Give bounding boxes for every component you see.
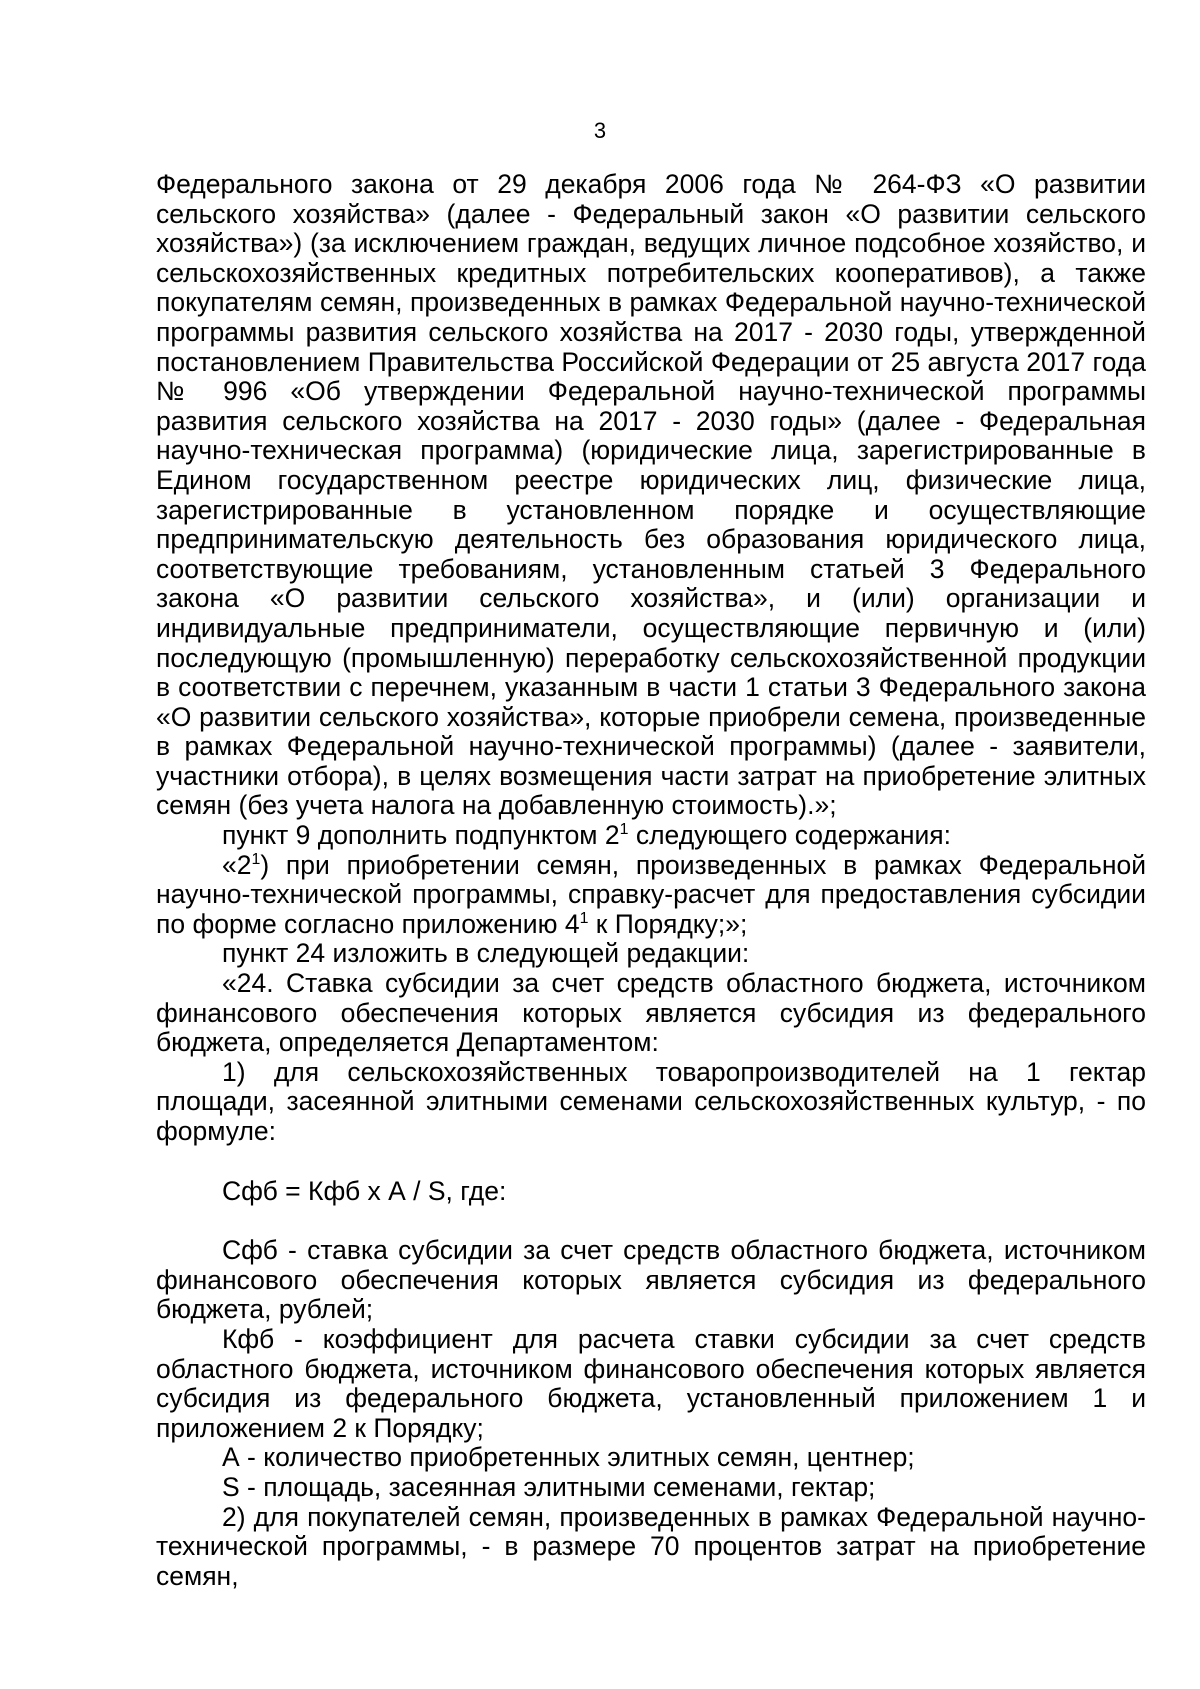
- text-segment: следующего содержания:: [628, 820, 951, 851]
- text-segment: «2: [222, 849, 252, 880]
- text-segment: к Порядку;»;: [588, 908, 748, 939]
- paragraph-item-2: 2) для покупателей семян, произведенных в рамках Федеральной научно-технической программы, - в размере 70 процентов затрат на приобретение семян,: [156, 1501, 1146, 1591]
- paragraph-amend-point-9: [156, 821, 1146, 851]
- paragraph-def-kfb: Кфб - коэффициент для расчета ставки субсидии за счет средств областного бюджета, источником финансового обеспечения которых является субсидия из федерального бюджета, установленный приложением 1 и приложением 2 к Порядку;: [156, 1323, 1146, 1443]
- paragraph-point-24: «24. Ставка субсидии за счет средств областного бюджета, источником финансового обеспечения которых является субсидия из федерального бюджета, определяется Департаментом:: [156, 968, 1146, 1058]
- paragraph-amend-point-24: пункт 24 изложить в следующей редакции:: [222, 938, 750, 969]
- text-segment: ) при приобретении семян, произведенных в рамках Федеральной научно-технической программы, справку-расчет для предоставления субсидии по форме согласно приложению 4: [156, 849, 1146, 939]
- document-body: [156, 170, 1146, 1591]
- page-number: 3: [593, 118, 607, 143]
- paragraph-def-sfb: Сфб - ставка субсидии за счет средств областного бюджета, источником финансового обеспечения которых является субсидия из федерального бюджета, рублей;: [156, 1235, 1146, 1325]
- formula: Сфб = Кфб х А / S, где:: [222, 1175, 507, 1206]
- paragraph-continuation: Федерального закона от 29 декабря 2006 года № 264-ФЗ «О развитии сельского хозяйства» (далее - Федеральный закон «О развитии сельского хозяйства») (за исключением граждан, ведущих личное подсобное хозяйство, и сельскохозяйственных кредитных потребительских кооперативов), а также покупателям семян, произведенных в рамках Федеральной научно-технической программы развития сельского хозяйства на 2017 - 2030 годы, утвержденной постановлением Правительства Российской Федерации от 25 августа 2017 года № 996 «Об утверждении Федеральной научно-технической программы развития сельского хозяйства на 2017 - 2030 годы» (далее - Федеральная научно-техническая программа) (юридические лица, зарегистрированные в Едином государственном реестре юридических лиц, физические лица, зарегистрированные в установленном порядке и осуществляющие предпринимательскую деятельность без образования юридического лица, соответствующие требованиям, установленным статьей 3 Федерального закона «О развитии сельского хозяйства», и (или) организации и индивидуальные предприниматели, осуществляющие первичную и (или) последующую (промышленную) переработку сельскохозяйственной продукции в соответствии с перечнем, указанным в части 1 статьи 3 Федерального закона «О развитии сельского хозяйства», которые приобрели семена, произведенные в рамках Федеральной научно-технической программы) (далее - заявители, участники отбора), в целях возмещения части затрат на приобретение элитных семян (без учета налога на добавленную стоимость).»;: [156, 169, 1146, 821]
- superscript: 1: [251, 850, 261, 868]
- paragraph-def-s: S - площадь, засеянная элитными семенами, гектар;: [222, 1471, 876, 1502]
- superscript: 1: [619, 821, 629, 839]
- superscript: 1: [579, 910, 589, 928]
- text-segment: пункт 9 дополнить подпунктом 2: [222, 820, 620, 851]
- paragraph-item-1: 1) для сельскохозяйственных товаропроизводителей на 1 гектар площади, засеянной элитными семенами сельскохозяйственных культур, - по формуле:: [156, 1056, 1146, 1146]
- paragraph-def-a: А - количество приобретенных элитных семян, центнер;: [222, 1442, 915, 1473]
- paragraph-subpoint-2-1: [156, 851, 1146, 940]
